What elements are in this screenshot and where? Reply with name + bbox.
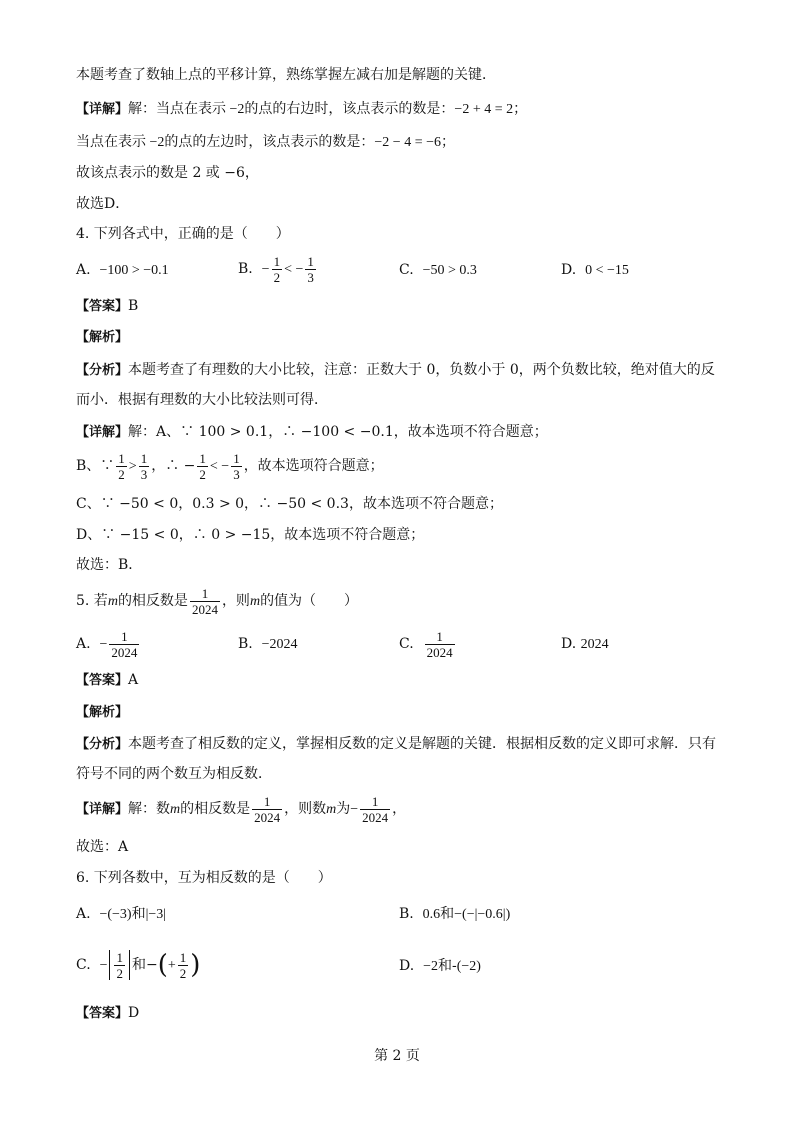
fraction-half: $\frac{1}{2}$ — [273, 253, 281, 285]
q5-option-a: A. − $\frac{1}{2024}$ — [76, 628, 138, 660]
q4-option-c: C. −50 > 0.3 — [399, 262, 477, 278]
q4-stem: 4. 下列各式中，正确的是（ ） — [76, 226, 290, 242]
page-number: 第 2 页 — [374, 1048, 420, 1064]
detail-tag: 【详解】 — [76, 102, 129, 117]
q4-analysis-1: 【分析】本题考查了有理数的大小比较，注意：正数大于 0，负数小于 0，两个负数比较，绝对值大的反 — [76, 362, 715, 378]
q5-stem: 5. 若m的相反数是 $\frac{1}{2024}$ ，则m的值为（ ） — [76, 585, 359, 617]
q4-analysis-2: 而小．根据有理数的大小比较法则可得． — [76, 392, 328, 408]
q5-option-c: C. $\frac{1}{2024}$ — [399, 628, 453, 660]
q3-summary: 本题考查了数轴上点的平移计算，熟练掌握左减右加是解题的关键． — [76, 67, 496, 83]
q3-detail-left: 当点在表示 −2的点的左边时，该点表示的数是：−2 − 4 = −6； — [76, 134, 455, 150]
q5-option-b: B. −2024 — [238, 636, 298, 652]
q5-option-d: D. 2024 — [561, 636, 609, 652]
q6-answer: 【答案】D — [76, 1005, 140, 1021]
q4-detail-c: C、∵ −50 < 0，0.3 > 0，∴ −50 < 0.3，故本选项不符合题意； — [76, 496, 503, 512]
q3-conclusion: 故选D． — [76, 196, 130, 212]
q4-option-a: A. −100 > −0.1 — [76, 262, 169, 278]
q5-analysis-tag: 【解析】 — [76, 705, 129, 720]
q5-detail: 【详解】解：数m的相反数是 $\frac{1}{2024}$ ，则数m为− $\frac{1}{2024}$ ， — [76, 793, 407, 825]
q6-option-a: A. −(−3)和|−3| — [76, 906, 167, 922]
q5-answer: 【答案】A — [76, 672, 139, 688]
q6-option-b: B. 0.6和−(−|−0.6|) — [399, 906, 511, 922]
fraction-1-2024: $\frac{1}{2024}$ — [191, 585, 218, 617]
q5-conclusion: 故选：A — [76, 839, 129, 855]
q4-answer: 【答案】B — [76, 298, 139, 314]
q6-option-d: D. −2和-(−2) — [399, 958, 481, 974]
q3-left-equation: −2 − 4 = −6 — [374, 135, 441, 150]
q4-analysis-tag: 【解析】 — [76, 330, 129, 345]
q5-analysis-1: 【分析】本题考查了相反数的定义，掌握相反数的定义是解题的关键．根据相反数的定义即可求解．只有 — [76, 736, 717, 752]
q3-right-equation: −2 + 4 = 2 — [454, 102, 514, 117]
q4-option-b: B. − $\frac{1}{2}$ < − $\frac{1}{3}$ — [238, 253, 314, 285]
q6-option-c: C. − $\frac{1}{2}$ 和−(+ $\frac{1}{2}$ ) — [76, 949, 201, 981]
q5-analysis-2: 符号不同的两个数互为相反数． — [76, 766, 272, 782]
q3-result: 故该点表示的数是 2 或 −6， — [76, 165, 259, 181]
q4-detail-b: B、∵ $\frac{1}{2}$ > $\frac{1}{3}$ ，∴ − $\frac{1}{2}$ < − $\frac{1}{3}$ ，故本选项符合题意； — [76, 450, 384, 482]
q4-detail-d: D、∵ −15 < 0，∴ 0 > −15，故本选项不符合题意； — [76, 527, 425, 543]
q3-detail-right: 【详解】解：当点在表示 −2的点的右边时，该点表示的数是：−2 + 4 = 2； — [76, 101, 528, 117]
q6-stem: 6. 下列各数中，互为相反数的是（ ） — [76, 870, 332, 886]
q4-detail-a: 【详解】解：A、∵ 100 > 0.1，∴ −100 < −0.1，故本选项不符合题意； — [76, 424, 548, 440]
fraction-third: $\frac{1}{3}$ — [307, 253, 314, 285]
q4-option-d: D. 0 < −15 — [561, 262, 629, 278]
q4-conclusion: 故选：B． — [76, 557, 143, 573]
